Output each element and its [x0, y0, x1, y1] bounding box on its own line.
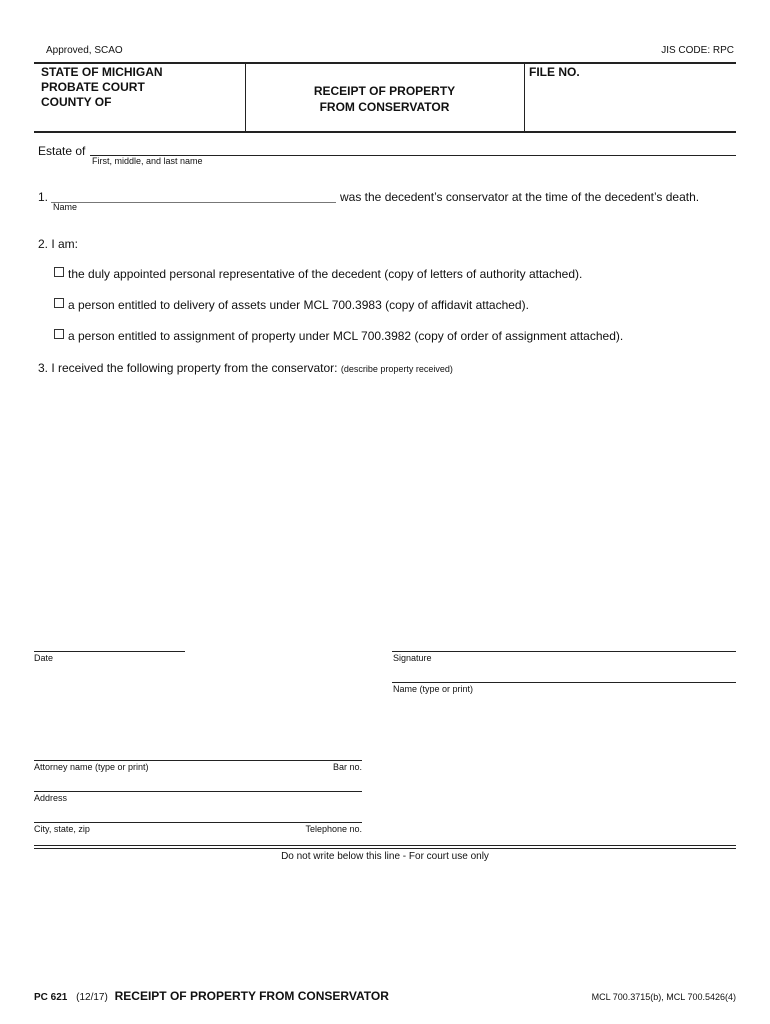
option-assignment-of-property-checkbox[interactable]: [54, 329, 64, 339]
court-line-3: COUNTY OF: [41, 95, 112, 109]
court-line-1: STATE OF MICHIGAN: [41, 65, 163, 79]
file-no-label: FILE NO.: [529, 65, 580, 79]
conservator-name-line: [51, 202, 336, 203]
form-title-line-2: FROM CONSERVATOR: [319, 100, 450, 114]
city-state-zip-field[interactable]: [35, 807, 361, 821]
option-assignment-of-property-text: a person entitled to assignment of property under MCL 700.3982 (copy of order of assignment attached).: [68, 329, 624, 343]
item3-label: [38, 361, 453, 375]
date-field[interactable]: [35, 636, 185, 650]
option-delivery-of-assets-checkbox[interactable]: [54, 298, 64, 308]
address-field[interactable]: [35, 776, 361, 790]
address-line: [34, 791, 362, 792]
approved-label: Approved, SCAO: [46, 45, 123, 56]
city-line: [34, 822, 362, 823]
footer-form-id: [34, 989, 389, 1003]
form-title-line-1: RECEIPT OF PROPERTY: [313, 84, 456, 98]
footer-form-number: PC 621: [34, 992, 68, 1003]
option-personal-representative-checkbox[interactable]: [54, 267, 64, 277]
caption-bottom-rule: [34, 131, 736, 133]
attorney-line: [34, 760, 362, 761]
item2-label: 2. I am:: [38, 237, 79, 251]
item3-hint: (describe property received): [340, 364, 453, 374]
option-personal-representative-text: the duly appointed personal representative of the decedent (copy of letters of authority attached).: [68, 267, 583, 281]
caption-top-rule: [34, 62, 736, 64]
estate-sublabel: First, middle, and last name: [92, 156, 203, 166]
property-description-area[interactable]: [38, 382, 736, 632]
date-label: Date: [34, 653, 54, 663]
item1-sublabel: Name: [53, 202, 78, 212]
item1-text: was the decedent’s conservator at the time of the decedent’s death.: [340, 190, 700, 204]
court-use-rule-top: [34, 845, 736, 846]
date-line: [34, 651, 185, 652]
attorney-name-field[interactable]: [35, 745, 361, 759]
footer-revision: (12/17): [76, 992, 108, 1003]
printed-name-label: Name (type or print): [393, 684, 474, 694]
address-label: Address: [34, 793, 68, 803]
item3-label-text: 3. I received the following property from the conservator:: [38, 361, 338, 375]
signature-field[interactable]: [393, 636, 736, 650]
signature-label: Signature: [393, 653, 432, 663]
telephone-label: Telephone no.: [305, 824, 362, 834]
footer-citation: MCL 700.3715(b), MCL 700.5426(4): [591, 992, 736, 1002]
city-label: City, state, zip: [34, 824, 90, 834]
bar-no-label: Bar no.: [332, 762, 362, 772]
printed-name-field[interactable]: [393, 667, 736, 681]
county-field[interactable]: [120, 96, 240, 110]
caption-divider-right: [524, 63, 525, 131]
court-use-rule-bottom: [34, 848, 736, 849]
signature-line: [392, 651, 736, 652]
court-line-2: PROBATE COURT: [41, 80, 145, 94]
attorney-name-label: Attorney name (type or print): [34, 762, 149, 772]
jis-code: JIS CODE: RPC: [661, 45, 734, 56]
form-title: [245, 83, 524, 115]
court-use-notice: Do not write below this line - For court use only: [281, 851, 489, 862]
conservator-name-field[interactable]: [52, 188, 336, 202]
estate-name-field[interactable]: [92, 141, 736, 155]
footer-title: RECEIPT OF PROPERTY FROM CONSERVATOR: [114, 989, 389, 1003]
estate-label: Estate of: [38, 144, 86, 158]
printed-name-line: [392, 682, 736, 683]
option-delivery-of-assets-text: a person entitled to delivery of assets under MCL 700.3983 (copy of affidavit attached).: [68, 298, 529, 312]
item1-number: 1.: [38, 190, 49, 204]
file-no-field[interactable]: [529, 82, 729, 126]
